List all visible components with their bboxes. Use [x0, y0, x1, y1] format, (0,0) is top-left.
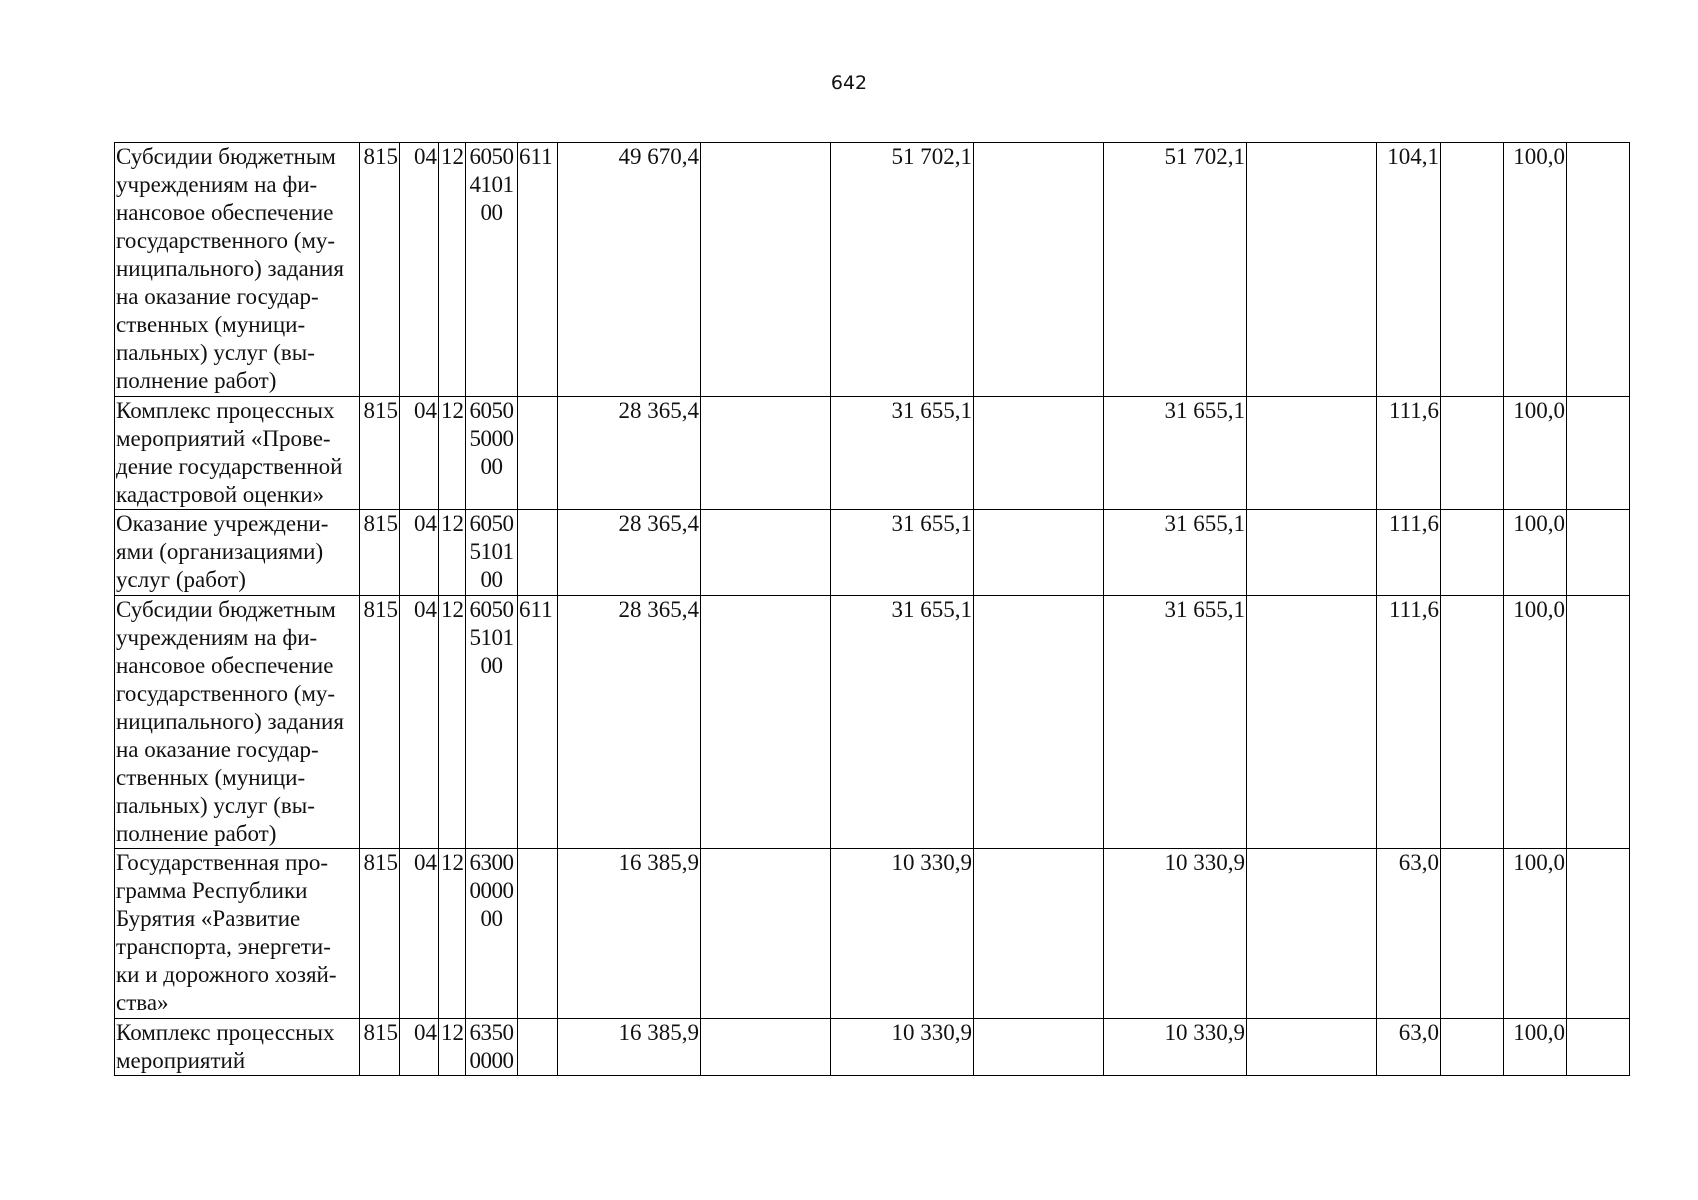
- percent-approved-cell: 111,6: [1377, 397, 1441, 510]
- percent-approved-cell: 111,6: [1377, 596, 1441, 849]
- empty-cell: [1567, 1019, 1630, 1076]
- refined-amount-cell: 10 330,9: [831, 1019, 974, 1076]
- empty-cell: [1441, 596, 1504, 849]
- empty-cell: [1441, 143, 1504, 397]
- expense-type-cell: 611: [518, 143, 558, 397]
- row-name-cell: Оказание учреждени- ями (организациями) услуг (работ): [115, 510, 360, 596]
- grbs-code-cell: 815: [360, 510, 400, 596]
- target-article-cell: 6300 0000 00: [466, 849, 518, 1019]
- percent-refined-cell: 100,0: [1504, 397, 1567, 510]
- empty-cell: [701, 510, 831, 596]
- executed-amount-cell: 51 702,1: [1104, 143, 1247, 397]
- empty-cell: [1441, 849, 1504, 1019]
- subsection-code-cell: 12: [439, 1019, 466, 1076]
- row-name-cell: Субсидии бюджетным учреждениям на фи- нансовое обеспечение государственного (му- ниципального) задания на оказание государ- ственных (муници- пальных) услуг (вы- полнение работ): [115, 143, 360, 397]
- executed-amount-cell: 10 330,9: [1104, 1019, 1247, 1076]
- grbs-code-cell: 815: [360, 143, 400, 397]
- empty-cell: [1247, 849, 1377, 1019]
- grbs-code-cell: 815: [360, 849, 400, 1019]
- approved-amount-cell: 49 670,4: [558, 143, 701, 397]
- percent-refined-cell: 100,0: [1504, 849, 1567, 1019]
- approved-amount-cell: 28 365,4: [558, 596, 701, 849]
- row-name-cell: Субсидии бюджетным учреждениям на фи- нансовое обеспечение государственного (му- ниципального) задания на оказание государ- ственных (муници- пальных) услуг (вы- полнение работ): [115, 596, 360, 849]
- expense-type-cell: [518, 849, 558, 1019]
- expense-type-cell: [518, 397, 558, 510]
- subsection-code-cell: 12: [439, 510, 466, 596]
- approved-amount-cell: 28 365,4: [558, 397, 701, 510]
- empty-cell: [1567, 849, 1630, 1019]
- expense-type-cell: [518, 1019, 558, 1076]
- empty-cell: [974, 510, 1104, 596]
- row-name-cell: Комплекс процессных мероприятий: [115, 1019, 360, 1076]
- empty-cell: [974, 849, 1104, 1019]
- section-code-cell: 04: [400, 1019, 439, 1076]
- empty-cell: [1247, 510, 1377, 596]
- percent-approved-cell: 104,1: [1377, 143, 1441, 397]
- table-row: [115, 1019, 1630, 1076]
- executed-amount-cell: 31 655,1: [1104, 397, 1247, 510]
- empty-cell: [701, 849, 831, 1019]
- section-code-cell: 04: [400, 510, 439, 596]
- grbs-code-cell: 815: [360, 1019, 400, 1076]
- executed-amount-cell: 31 655,1: [1104, 510, 1247, 596]
- table-row: [115, 510, 1630, 596]
- percent-refined-cell: 100,0: [1504, 143, 1567, 397]
- section-code-cell: 04: [400, 596, 439, 849]
- target-article-cell: 6050 5101 00: [466, 596, 518, 849]
- row-name-cell: Комплекс процессных мероприятий «Прове- дение государственной кадастровой оценки»: [115, 397, 360, 510]
- section-code-cell: 04: [400, 143, 439, 397]
- section-code-cell: 04: [400, 849, 439, 1019]
- empty-cell: [1247, 397, 1377, 510]
- target-article-cell: 6350 0000: [466, 1019, 518, 1076]
- target-article-cell: 6050 4101 00: [466, 143, 518, 397]
- refined-amount-cell: 31 655,1: [831, 397, 974, 510]
- subsection-code-cell: 12: [439, 397, 466, 510]
- expense-type-cell: 611: [518, 596, 558, 849]
- empty-cell: [1567, 143, 1630, 397]
- percent-refined-cell: 100,0: [1504, 596, 1567, 849]
- approved-amount-cell: 28 365,4: [558, 510, 701, 596]
- empty-cell: [1247, 1019, 1377, 1076]
- subsection-code-cell: 12: [439, 849, 466, 1019]
- section-code-cell: 04: [400, 397, 439, 510]
- expense-type-cell: [518, 510, 558, 596]
- percent-refined-cell: 100,0: [1504, 510, 1567, 596]
- table-row: [115, 397, 1630, 510]
- row-name-cell: Государственная про- грамма Республики Бурятия «Развитие транспорта, энергети- ки и дорожного хозяй- ства»: [115, 849, 360, 1019]
- target-article-cell: 6050 5000 00: [466, 397, 518, 510]
- empty-cell: [974, 397, 1104, 510]
- refined-amount-cell: 10 330,9: [831, 849, 974, 1019]
- executed-amount-cell: 10 330,9: [1104, 849, 1247, 1019]
- empty-cell: [701, 143, 831, 397]
- empty-cell: [1441, 1019, 1504, 1076]
- subsection-code-cell: 12: [439, 596, 466, 849]
- subsection-code-cell: 12: [439, 143, 466, 397]
- empty-cell: [701, 397, 831, 510]
- percent-approved-cell: 111,6: [1377, 510, 1441, 596]
- budget-table: [114, 142, 1630, 1076]
- empty-cell: [1567, 510, 1630, 596]
- empty-cell: [974, 143, 1104, 397]
- empty-cell: [701, 1019, 831, 1076]
- grbs-code-cell: 815: [360, 397, 400, 510]
- empty-cell: [1247, 596, 1377, 849]
- table-row: [115, 596, 1630, 849]
- refined-amount-cell: 31 655,1: [831, 596, 974, 849]
- empty-cell: [974, 1019, 1104, 1076]
- approved-amount-cell: 16 385,9: [558, 849, 701, 1019]
- empty-cell: [1567, 397, 1630, 510]
- empty-cell: [1441, 510, 1504, 596]
- approved-amount-cell: 16 385,9: [558, 1019, 701, 1076]
- page-number: 642: [830, 72, 868, 94]
- table-row: [115, 849, 1630, 1019]
- target-article-cell: 6050 5101 00: [466, 510, 518, 596]
- percent-approved-cell: 63,0: [1377, 849, 1441, 1019]
- empty-cell: [1441, 397, 1504, 510]
- empty-cell: [974, 596, 1104, 849]
- percent-approved-cell: 63,0: [1377, 1019, 1441, 1076]
- refined-amount-cell: 31 655,1: [831, 510, 974, 596]
- percent-refined-cell: 100,0: [1504, 1019, 1567, 1076]
- empty-cell: [1247, 143, 1377, 397]
- grbs-code-cell: 815: [360, 596, 400, 849]
- refined-amount-cell: 51 702,1: [831, 143, 974, 397]
- empty-cell: [701, 596, 831, 849]
- empty-cell: [1567, 596, 1630, 849]
- executed-amount-cell: 31 655,1: [1104, 596, 1247, 849]
- table-row: [115, 143, 1630, 397]
